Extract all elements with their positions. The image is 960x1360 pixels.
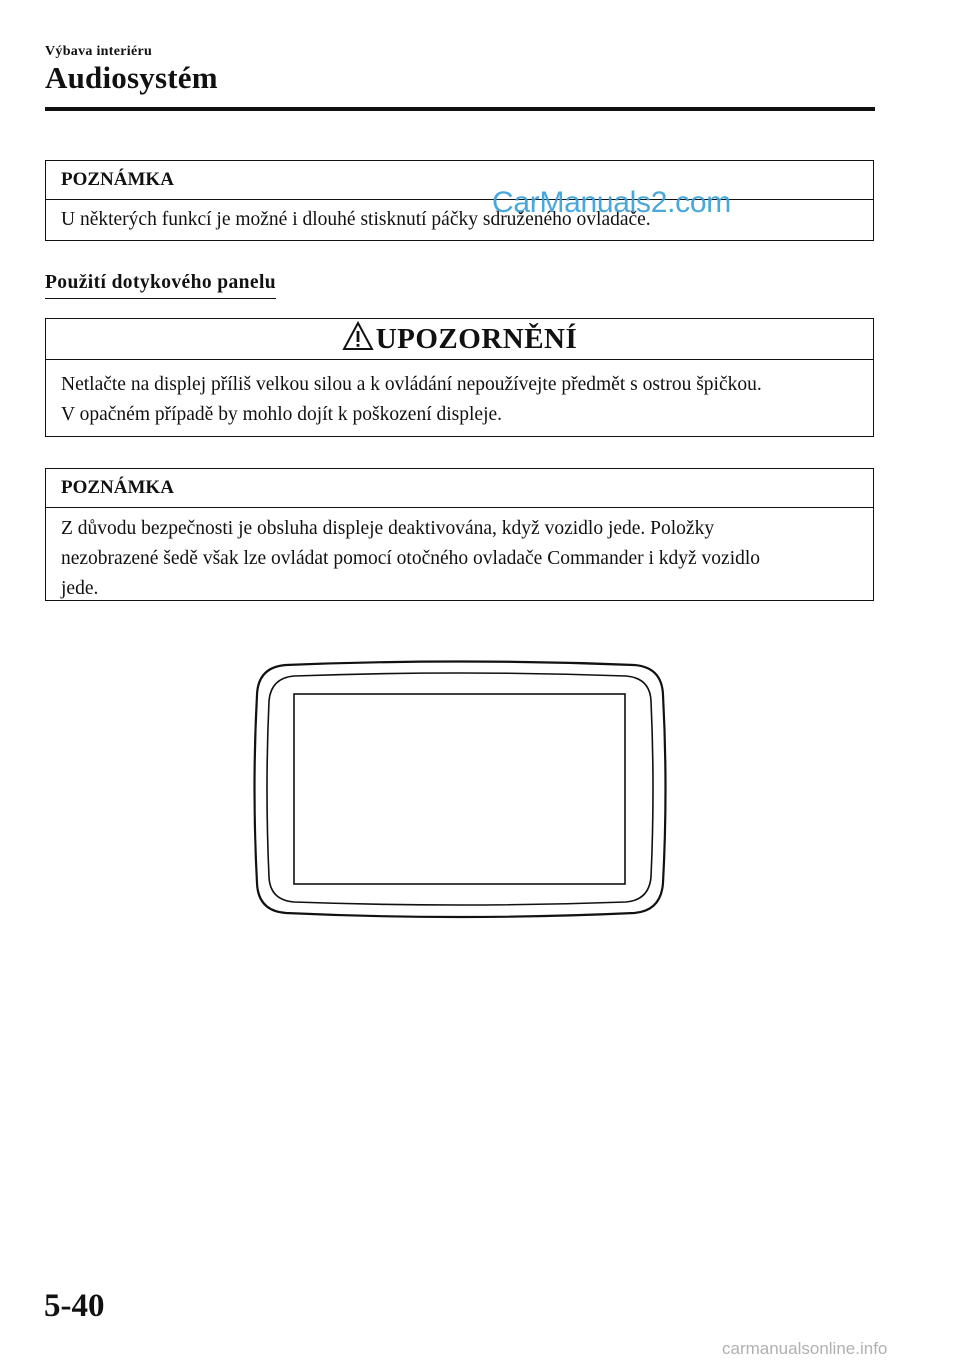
note-line: Z důvodu bezpečnosti je obsluha displeje deaktivována, když vozidlo jede. Položky (61, 518, 715, 539)
header-rule (45, 107, 875, 111)
subheading: Použití dotykového panelu (45, 272, 276, 299)
note-text: U některých funkcí je možné i dlouhé stisknutí páčky sdruženého ovladače. (61, 209, 651, 230)
note-line: nezobrazené šedě však lze ovládat pomocí otočného ovladače Commander i když vozidlo (61, 548, 761, 569)
caution-heading-text: UPOZORNĚNÍ (375, 323, 578, 355)
section-label: Výbava interiéru (45, 44, 153, 59)
note-heading: POZNÁMKA (46, 469, 873, 508)
touchscreen-display-icon (250, 657, 670, 921)
caution-line: Netlačte na displej příliš velkou silou a k ovládání nepoužívejte předmět s ostrou špičkou. (61, 374, 762, 395)
footer-watermark: carmanualsonline.info (722, 1339, 888, 1358)
caution-heading (46, 319, 873, 360)
caution-text (46, 360, 873, 438)
note-heading: POZNÁMKA (46, 161, 873, 200)
caution-line: V opačném případě by mohlo dojít k poškození displeje. (61, 404, 503, 425)
note-box (45, 160, 874, 241)
watermark-logo: CarManuals2.com (492, 186, 731, 219)
page-number: 5-40 (44, 1288, 105, 1324)
page-title: Audiosystém (45, 60, 218, 95)
note-box (45, 468, 874, 601)
note-line: jede. (61, 578, 99, 599)
warning-triangle-icon (342, 321, 374, 351)
caution-box (45, 318, 874, 437)
note-text (46, 508, 873, 612)
